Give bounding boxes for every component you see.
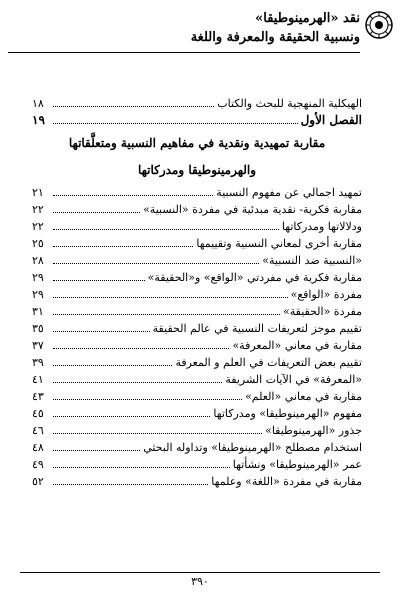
toc-entry (32, 200, 362, 217)
dot-leader (53, 314, 280, 315)
dot-leader (53, 297, 288, 298)
toc-entry-title: مفهوم «الهرمينوطيقا» ومدركاتها (213, 407, 362, 420)
toc-entry-page: ٤٦ (32, 424, 44, 437)
toc-entry-page: ٥٢ (32, 475, 44, 488)
dot-leader (53, 484, 208, 485)
toc-entry-page: ٤٨ (32, 441, 44, 454)
toc-entry (32, 302, 362, 319)
toc-entry-page: ٢٨ (32, 254, 44, 267)
toc-entry-page: ١٨ (32, 97, 44, 110)
toc-entry-title: «النسبية ضد النسبية» (262, 254, 362, 267)
toc-entry (32, 370, 362, 387)
chapter-heading: مقاربة تمهيدية ونقدية في مفاهيم النسبية ومتعلَّقاتها (68, 136, 326, 150)
dot-leader (53, 399, 242, 400)
toc-entry (32, 353, 362, 370)
toc-entry (32, 404, 362, 421)
toc-entry (32, 336, 362, 353)
toc-entry-page: ٢٩ (32, 271, 44, 284)
toc-entry-title: مفردة «الواقع» (290, 288, 362, 301)
page-header (8, 10, 360, 54)
toc-entry-title: تقييم موجز لتعريفات النسبية في عالم الحقيقة (152, 322, 362, 335)
dot-leader (53, 382, 222, 383)
dot-leader (53, 365, 172, 366)
dot-leader (53, 195, 213, 196)
toc-entry (32, 319, 362, 336)
dot-leader (53, 450, 140, 451)
header-rule (8, 52, 360, 53)
toc-entry (32, 421, 362, 438)
dot-leader (53, 433, 262, 434)
dot-leader (53, 263, 259, 264)
toc-entry (32, 268, 362, 285)
toc-entry-page: ٣٩ (32, 356, 44, 369)
toc-entry-page: ٢٢ (32, 203, 44, 216)
dot-leader (53, 246, 193, 247)
toc-entry-title: مقاربة في معاني «العلم» (245, 390, 362, 403)
toc-entry-title: «المعرفة» في الآيات الشريفة (225, 373, 362, 386)
dot-leader (53, 348, 229, 349)
toc-entry-title: مقاربة في مفردة «اللغة» وعلمها (211, 475, 362, 488)
chapter-heading-continued: والهرمينوطيقا ومدركاتها (137, 163, 257, 177)
toc-entry-page: ١٩ (32, 113, 45, 127)
toc-entry-title: تمهيد اجمالي عن مفهوم النسبية (216, 186, 362, 199)
footer-rule (20, 572, 380, 573)
toc-chapter-entry (32, 111, 362, 128)
toc-entry-page: ٣٧ (32, 339, 44, 352)
toc-entry-title: الهيكلية المنهجية للبحث والكتاب (217, 97, 362, 110)
toc-entry-title: ودلالاتها ومدركاتها (281, 220, 362, 233)
toc-entry (32, 94, 362, 111)
toc-entry-title: مقاربة فكرية- نقدية مبدئية في مفردة «النسبية» (143, 203, 362, 216)
toc-entry-title: مقاربة فكرية في مفردتي «الواقع» و«الحقيقة» (147, 271, 362, 284)
toc-entry (32, 455, 362, 472)
toc-entry-page: ٣٥ (32, 322, 44, 335)
toc-entry-page: ٢٩ (32, 288, 44, 301)
toc-entry (32, 217, 362, 234)
toc-entries (32, 183, 362, 489)
toc-entry (32, 183, 362, 200)
toc-entry-title: مفردة «الحقيقة» (283, 305, 362, 318)
page-number: ٣٩٠ (191, 575, 209, 588)
toc-entry-page: ٤٣ (32, 390, 44, 403)
toc-entry (32, 387, 362, 404)
toc-entry-title: تقييم بعض التعريفات في العلم و المعرفة (175, 356, 362, 369)
book-title: نقد «الهرمينوطيقا» (255, 11, 360, 26)
toc-entry-page: ٢٢ (32, 220, 44, 233)
dot-leader (53, 106, 214, 107)
dot-leader (53, 229, 279, 230)
toc-entry-page: ٢١ (32, 186, 44, 199)
toc-entry (32, 251, 362, 268)
toc-entry-page: ٣١ (32, 305, 44, 318)
table-of-contents (32, 94, 362, 489)
dot-leader (53, 331, 150, 332)
dot-leader (53, 467, 230, 468)
toc-entry-title: عمر «الهرمينوطيقا» ونشأتها (232, 458, 362, 471)
dot-leader (53, 123, 298, 124)
toc-entry-page: ٤٥ (32, 407, 44, 420)
dot-leader (53, 212, 140, 213)
toc-entry-title: الفصل الأول (300, 113, 362, 127)
toc-entry-title: مقاربة أخرى لمعاني النسبية وتقييمها (196, 237, 362, 250)
toc-entry-title: مقاربة في معاني «المعرفة» (232, 339, 362, 352)
toc-entry (32, 234, 362, 251)
toc-entry-title: استخدام مصطلح «الهرمينوطيقا» وتداوله البحثي (143, 441, 362, 454)
ornament-icon (364, 10, 394, 40)
book-subtitle: ونسبية الحقيقة والمعرفة واللغة (190, 30, 360, 45)
toc-entry (32, 438, 362, 455)
dot-leader (53, 280, 145, 281)
toc-entry-title: جذور «الهرمينوطيقا» (265, 424, 362, 437)
dot-leader (53, 416, 210, 417)
toc-entry-page: ٢٥ (32, 237, 44, 250)
toc-entry (32, 285, 362, 302)
toc-entry-page: ٤١ (32, 373, 44, 386)
toc-entry (32, 472, 362, 489)
toc-entry-page: ٤٩ (32, 458, 44, 471)
